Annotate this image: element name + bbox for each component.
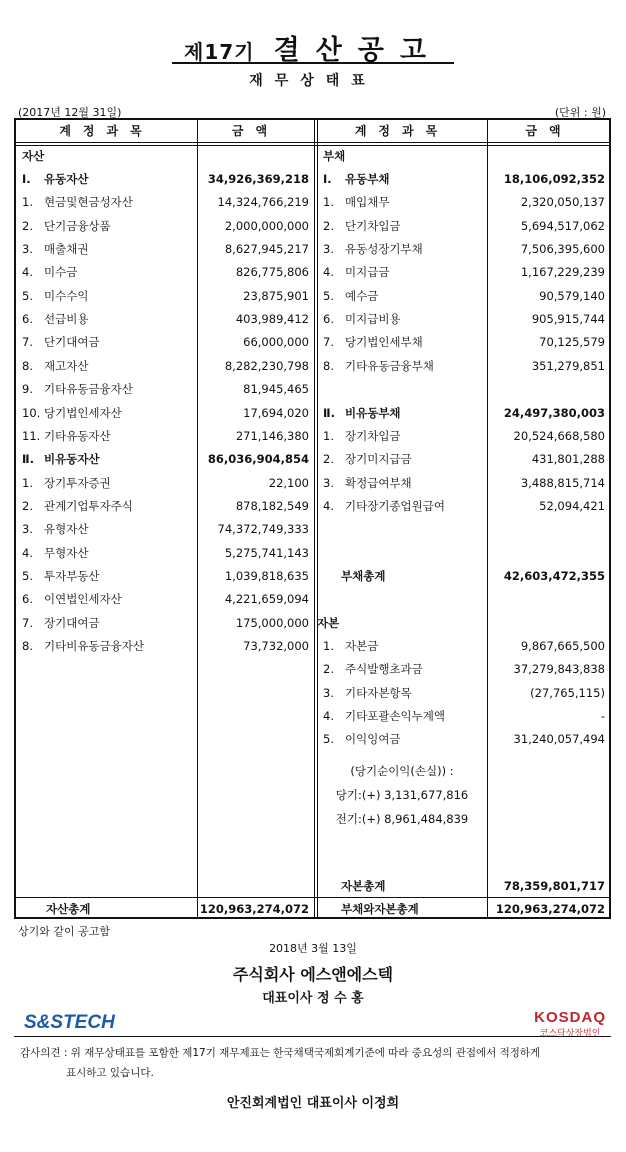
account-label: 비유동자산 [44, 452, 100, 466]
account-number: 9. [22, 382, 33, 396]
title-underline [172, 62, 454, 64]
account-row [16, 331, 197, 353]
account-label: 기타장기종업원급여 [345, 499, 445, 513]
account-number: 2. [22, 499, 33, 513]
account-amount [487, 612, 605, 634]
account-number: 1. [323, 429, 334, 443]
account-label: 확정급여부채 [345, 476, 412, 490]
account-row [317, 542, 487, 564]
account-label: 기타유동금융부채 [345, 359, 434, 373]
account-number: 8. [323, 359, 334, 373]
account-amount: - [600, 709, 605, 723]
account-row [317, 308, 487, 330]
account-label: 예수금 [345, 289, 379, 303]
liab-equity-total-amount: 120,963,274,072 [495, 902, 605, 916]
account-label: 단기금융상품 [44, 219, 111, 233]
account-number: 7. [323, 335, 334, 349]
assets-total-amount: 120,963,274,072 [199, 902, 309, 916]
liab-equity-total-row: 부채와자본총계 [341, 902, 419, 916]
account-label: 유형자산 [44, 522, 89, 536]
account-number: 2. [323, 219, 334, 233]
ceo-name: 대표이사 정 수 홍 [262, 991, 364, 1006]
account-amount: 5,694,517,062 [520, 219, 605, 233]
account-row [317, 612, 487, 634]
account-row [16, 518, 197, 540]
account-amount: 34,926,369,218 [207, 172, 309, 186]
account-amount: 1,039,818,635 [224, 569, 309, 583]
account-number: 1. [323, 195, 334, 209]
account-label: 기타포괄손익누계액 [345, 709, 445, 723]
account-row [317, 472, 487, 494]
account-amount [487, 588, 605, 610]
account-row [16, 168, 197, 190]
auditor-name: 안진회계법인 대표이사 이정희 [226, 1096, 400, 1111]
account-amount: 22,100 [268, 476, 309, 490]
account-label: 미수수익 [44, 289, 89, 303]
account-amount: 42,603,472,355 [503, 569, 605, 583]
account-amount: 52,094,421 [539, 499, 605, 513]
account-row [16, 238, 197, 260]
account-label: 유동부채 [345, 172, 390, 186]
account-amount [487, 542, 605, 564]
account-amount: 403,989,412 [235, 312, 309, 326]
account-amount: 351,279,851 [531, 359, 605, 373]
account-number: 4. [323, 499, 334, 513]
account-amount: (27,765,115) [530, 686, 605, 700]
account-label: 투자부동산 [44, 569, 100, 583]
account-amount: 878,182,549 [235, 499, 309, 513]
account-row [16, 542, 197, 564]
account-row [317, 285, 487, 307]
footer-divider [14, 1036, 611, 1037]
account-amount: 431,801,288 [531, 452, 605, 466]
account-row [317, 215, 487, 237]
account-amount: 3,488,815,714 [520, 476, 605, 490]
account-number: 3. [22, 522, 33, 536]
account-row [317, 238, 487, 260]
account-number: 11. [22, 429, 41, 443]
account-number: 4. [323, 265, 334, 279]
account-label: 장기투자증권 [44, 476, 111, 490]
account-amount: 17,694,020 [243, 406, 309, 420]
account-row [16, 191, 197, 213]
account-amount: 31,240,057,494 [513, 732, 605, 746]
account-label: 기타유동자산 [44, 429, 111, 443]
account-number: 3. [22, 242, 33, 256]
account-number: 6. [323, 312, 334, 326]
account-amount: 905,915,744 [531, 312, 605, 326]
account-number: Ⅰ. [22, 172, 31, 186]
account-row [317, 448, 487, 470]
account-amount: 66,000,000 [243, 335, 309, 349]
account-label: 장기미지급금 [345, 452, 412, 466]
header-account-left: 계정과목 [59, 124, 154, 138]
account-number: 1. [22, 476, 33, 490]
account-label: 관계기업투자주식 [44, 499, 133, 513]
account-amount: 86,036,904,854 [207, 452, 309, 466]
account-row [317, 728, 487, 750]
company-logo: S&STECH [24, 1012, 115, 1033]
section-liabilities: 부채 [323, 149, 346, 163]
account-amount: 24,497,380,003 [503, 406, 605, 420]
account-label: 기타비유동금융자산 [44, 639, 144, 653]
net-income-current: 당기:(+) 3,131,677,816 [335, 788, 469, 802]
account-row [16, 448, 197, 470]
account-label: 당기법인세자산 [44, 406, 122, 420]
account-row [317, 635, 487, 657]
balance-sheet-table [14, 118, 611, 919]
account-number: Ⅱ. [323, 406, 335, 420]
account-row [317, 682, 487, 704]
account-amount: 14,324,766,219 [217, 195, 309, 209]
net-income-title: (당기순이익(손실)) : [350, 764, 454, 778]
account-amount: 37,279,843,838 [513, 662, 605, 676]
account-amount: 23,875,901 [243, 289, 309, 303]
account-amount: 2,000,000,000 [224, 219, 309, 233]
account-row [317, 402, 487, 424]
account-number: 6. [22, 592, 33, 606]
header-account-right: 계정과목 [354, 124, 450, 138]
account-label: 선급비용 [44, 312, 89, 326]
account-label: 장기차입금 [345, 429, 401, 443]
account-number: 6. [22, 312, 33, 326]
account-number: Ⅰ. [323, 172, 332, 186]
account-number: 5. [323, 732, 334, 746]
account-row [317, 355, 487, 377]
account-number: 3. [323, 242, 334, 256]
account-number: 4. [22, 265, 33, 279]
account-row [16, 588, 197, 610]
account-amount: 826,775,806 [235, 265, 309, 279]
account-label: 미지급금 [345, 265, 390, 279]
account-amount: 5,275,741,143 [224, 546, 309, 560]
account-label: 무형자산 [44, 546, 89, 560]
account-number: 3. [323, 686, 334, 700]
equity-total-row: 자본총계 [341, 879, 386, 893]
account-amount: 9,867,665,500 [520, 639, 605, 653]
account-number: 5. [323, 289, 334, 303]
assets-total-row: 자산총계 [46, 902, 91, 916]
account-number: 7. [22, 616, 33, 630]
header-amount-right: 금액 [525, 124, 573, 138]
account-number: 1. [22, 195, 33, 209]
fiscal-period: 제17기 [184, 40, 255, 64]
net-income-prior: 전기:(+) 8,961,484,839 [335, 812, 469, 826]
account-label: 유동성장기부채 [345, 242, 423, 256]
account-label: 매출채권 [44, 242, 89, 256]
account-number: 10. [22, 406, 41, 420]
account-amount [487, 378, 605, 400]
account-row [317, 331, 487, 353]
account-number: 8. [22, 359, 33, 373]
account-row [16, 308, 197, 330]
account-amount: 4,221,659,094 [224, 592, 309, 606]
account-number: 7. [22, 335, 33, 349]
account-row [317, 191, 487, 213]
account-row [317, 705, 487, 727]
audit-opinion-line2: 표시하고 있습니다. [66, 1067, 154, 1079]
account-number: 2. [323, 662, 334, 676]
account-amount: 70,125,579 [539, 335, 605, 349]
account-row [16, 472, 197, 494]
account-number: 4. [323, 709, 334, 723]
account-amount: 81,945,465 [243, 382, 309, 396]
account-label: 비유동부채 [345, 406, 401, 420]
account-label: 장기대여금 [44, 616, 100, 630]
account-number: 2. [323, 452, 334, 466]
account-number: 5. [22, 569, 33, 583]
account-row [317, 565, 487, 587]
account-label: 기타유동금융자산 [44, 382, 133, 396]
account-amount: 7,506,395,600 [520, 242, 605, 256]
account-row [317, 495, 487, 517]
account-number: 5. [22, 289, 33, 303]
account-label: 이익잉여금 [345, 732, 401, 746]
account-label: 단기차입금 [345, 219, 401, 233]
account-row [317, 378, 487, 400]
account-label: 현금및현금성자산 [44, 195, 133, 209]
account-number: 8. [22, 639, 33, 653]
account-amount: 20,524,668,580 [513, 429, 605, 443]
account-row [16, 378, 197, 400]
account-label: 재고자산 [44, 359, 89, 373]
account-row [16, 612, 197, 634]
section-assets: 자산 [22, 149, 45, 163]
account-label: 부채총계 [341, 569, 386, 583]
statement-date: (2017년 12월 31일) [18, 106, 122, 119]
notice-date: 2018년 3월 13일 [269, 942, 357, 955]
account-row [16, 261, 197, 283]
account-row [16, 402, 197, 424]
account-row [16, 285, 197, 307]
account-amount: 74,372,749,333 [217, 522, 309, 536]
account-row [16, 215, 197, 237]
account-amount: 2,320,050,137 [520, 195, 605, 209]
account-label: 당기법인세부채 [345, 335, 423, 349]
account-row [16, 425, 197, 447]
account-label: 유동자산 [44, 172, 89, 186]
account-label: 매입채무 [345, 195, 390, 209]
account-number: Ⅱ. [22, 452, 34, 466]
account-amount: 73,732,000 [243, 639, 309, 653]
account-label: 미수금 [44, 265, 78, 279]
account-amount: 8,282,230,798 [224, 359, 309, 373]
account-row [317, 261, 487, 283]
account-row [16, 635, 197, 657]
header-amount-left: 금액 [231, 124, 280, 138]
account-number: 3. [323, 476, 334, 490]
account-amount: 8,627,945,217 [224, 242, 309, 256]
account-label: 자본금 [345, 639, 379, 653]
notice-text: 상기와 같이 공고함 [18, 925, 111, 938]
account-label: 기타자본항목 [345, 686, 412, 700]
audit-opinion-line1: 감사의견 : 위 재무상태표를 포함한 제17기 재무제표는 한국채택국제회계기준에 따라 중요성의 관점에서 적정하게 [20, 1047, 541, 1059]
kosdaq-logo [534, 1009, 606, 1039]
account-row [317, 518, 487, 540]
account-amount: 18,106,092,352 [503, 172, 605, 186]
company-name: 주식회사 에스앤에스텍 [232, 965, 394, 984]
account-amount: 271,146,380 [235, 429, 309, 443]
account-label: 이연법인세자산 [44, 592, 122, 606]
kosdaq-subtitle: 코스닥상장법인 [539, 1029, 601, 1039]
account-row [317, 425, 487, 447]
account-number: 2. [22, 219, 33, 233]
title-text: 결산공고 [273, 35, 442, 66]
kosdaq-title: KOSDAQ [534, 1009, 606, 1026]
unit-label: (단위 : 원) [554, 106, 606, 119]
account-amount: 90,579,140 [539, 289, 605, 303]
account-row [317, 168, 487, 190]
account-row [16, 355, 197, 377]
equity-total-amount: 78,359,801,717 [503, 879, 605, 893]
account-label: 주식발행초과금 [345, 662, 423, 676]
account-label: 단기대여금 [44, 335, 100, 349]
account-row [317, 588, 487, 610]
account-amount: 175,000,000 [235, 616, 309, 630]
account-row [16, 495, 197, 517]
account-row [317, 658, 487, 680]
account-number: 4. [22, 546, 33, 560]
account-label: 미지급비용 [345, 312, 401, 326]
account-label: 자본 [317, 616, 340, 630]
statement-subtitle: 재무상태표 [249, 73, 377, 89]
account-row [16, 565, 197, 587]
account-amount: 1,167,229,239 [520, 265, 605, 279]
account-number: 1. [323, 639, 334, 653]
account-amount [487, 518, 605, 540]
